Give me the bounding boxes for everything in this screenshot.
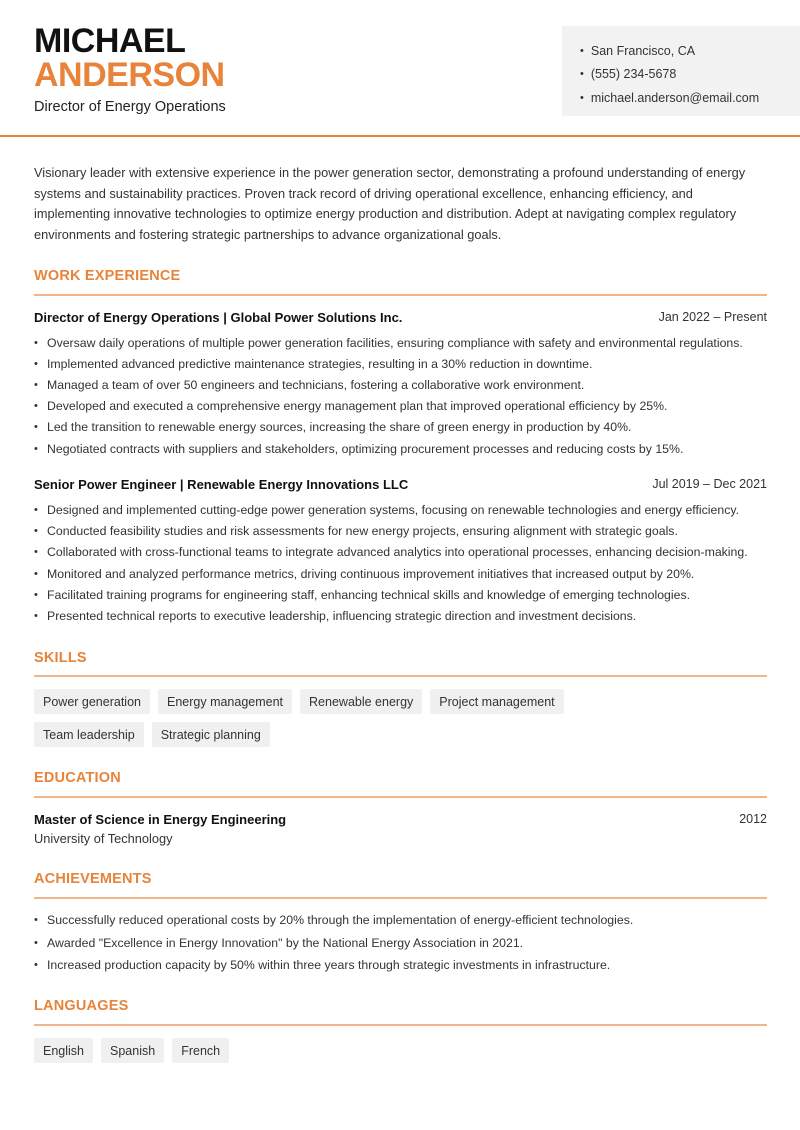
list-item: • Awarded "Excellence in Energy Innovation" by the National Energy Association in 2021. bbox=[34, 935, 524, 950]
achievements-list bbox=[34, 909, 774, 977]
section-title-skills: SKILLS bbox=[34, 650, 87, 666]
language-tag: English bbox=[34, 1038, 93, 1063]
section-divider bbox=[34, 675, 767, 677]
contact-phone: • (555) 234-5678 bbox=[580, 67, 677, 82]
list-item: • Managed a team of over 50 engineers and technicians, fostering a collaborative work environment. bbox=[34, 377, 585, 392]
bullet-icon: • bbox=[580, 68, 584, 81]
job-dates: Jan 2022 – Present bbox=[658, 310, 767, 324]
bullet-icon: • bbox=[34, 959, 38, 972]
job-header bbox=[34, 310, 767, 325]
bullet-icon: • bbox=[34, 357, 38, 370]
job-bullets bbox=[34, 499, 774, 627]
bullet-icon: • bbox=[34, 610, 38, 623]
bullet-icon: • bbox=[34, 914, 38, 927]
list-item: • Developed and executed a comprehensive energy management plan that improved operational efficiency by 25%. bbox=[34, 399, 668, 414]
list-item: • Negotiated contracts with suppliers and stakeholders, optimizing procurement processes and reducing costs by 15%. bbox=[34, 441, 684, 456]
job-bullets bbox=[34, 332, 774, 459]
contact-location: • San Francisco, CA bbox=[580, 43, 696, 58]
skill-tag: Team leadership bbox=[34, 722, 144, 747]
bullet-icon: • bbox=[34, 567, 38, 580]
resume-header bbox=[0, 0, 800, 137]
bullet-icon: • bbox=[34, 588, 38, 601]
skill-tag: Power generation bbox=[34, 689, 150, 714]
section-title-languages: LANGUAGES bbox=[34, 998, 129, 1014]
section-divider bbox=[34, 796, 767, 798]
list-item: • Oversaw daily operations of multiple power generation facilities, ensuring compliance with safety and environmental regulations. bbox=[34, 335, 743, 350]
job-dates: Jul 2019 – Dec 2021 bbox=[652, 477, 767, 491]
language-tag: Spanish bbox=[101, 1038, 164, 1063]
job-header bbox=[34, 477, 767, 492]
job-title: Director of Energy Operations bbox=[34, 99, 226, 115]
bullet-icon: • bbox=[580, 44, 584, 57]
degree-title: Master of Science in Energy Engineering bbox=[34, 812, 287, 827]
list-item: • Increased production capacity by 50% within three years through strategic investments in infrastructure. bbox=[34, 958, 611, 973]
bullet-icon: • bbox=[34, 546, 38, 559]
bullet-icon: • bbox=[34, 336, 38, 349]
job-role: Director of Energy Operations | Global Power Solutions Inc. bbox=[34, 310, 403, 325]
bullet-icon: • bbox=[34, 503, 38, 516]
language-tag: French bbox=[172, 1038, 229, 1063]
list-item: • Presented technical reports to executive leadership, influencing strategic direction and investment decisions. bbox=[34, 609, 637, 624]
education-header bbox=[34, 812, 767, 827]
skill-tag: Renewable energy bbox=[300, 689, 422, 714]
contact-box bbox=[562, 26, 800, 116]
bullet-icon: • bbox=[34, 378, 38, 391]
bullet-icon: • bbox=[580, 91, 584, 104]
list-item: • Designed and implemented cutting-edge power generation systems, focusing on renewable technologies and energy efficiency. bbox=[34, 502, 740, 517]
bullet-icon: • bbox=[34, 524, 38, 537]
section-divider bbox=[34, 1024, 767, 1026]
last-name: ANDERSON bbox=[34, 56, 225, 94]
list-item: • Collaborated with cross-functional teams to integrate advanced analytics into operational processes, enhancing decision-making. bbox=[34, 545, 748, 560]
bullet-icon: • bbox=[34, 400, 38, 413]
bullet-icon: • bbox=[34, 442, 38, 455]
list-item: • Monitored and analyzed performance metrics, driving continuous improvement initiatives that increased output by 20%. bbox=[34, 566, 695, 581]
list-item: • Conducted feasibility studies and risk assessments for new energy projects, ensuring alignment with strategic goals. bbox=[34, 523, 678, 538]
first-name: MICHAEL bbox=[34, 22, 186, 60]
section-title-education: EDUCATION bbox=[34, 770, 121, 786]
section-divider bbox=[34, 897, 767, 899]
bullet-icon: • bbox=[34, 421, 38, 434]
list-item: • Successfully reduced operational costs by 20% through the implementation of energy-efficient technologies. bbox=[34, 913, 634, 928]
summary-paragraph: Visionary leader with extensive experience in the power generation sector, demonstrating a profound understanding of energy systems and sustainability practices. Proven track record of driving operational excellence, enhancing efficiency, and implementing innovative technologies to optimize energy production and distribution. Adept at navigating complex regulatory environments and fostering strategic partnerships to advance organizational goals. bbox=[34, 165, 746, 243]
list-item: • Implemented advanced predictive maintenance strategies, resulting in a 30% reduction in downtime. bbox=[34, 356, 593, 371]
candidate-name bbox=[34, 24, 225, 92]
job-role: Senior Power Engineer | Renewable Energy Innovations LLC bbox=[34, 477, 409, 492]
school-name: University of Technology bbox=[34, 831, 173, 846]
languages-list bbox=[34, 1038, 774, 1063]
skill-tag: Strategic planning bbox=[152, 722, 270, 747]
skill-tag: Project management bbox=[430, 689, 563, 714]
list-item: • Facilitated training programs for engineering staff, enhancing technical skills and knowledge of emerging technologies. bbox=[34, 587, 691, 602]
skills-list bbox=[34, 689, 674, 747]
section-divider bbox=[34, 294, 767, 296]
section-title-achievements: ACHIEVEMENTS bbox=[34, 871, 152, 887]
skill-tag: Energy management bbox=[158, 689, 292, 714]
graduation-year: 2012 bbox=[739, 812, 767, 826]
bullet-icon: • bbox=[34, 936, 38, 949]
section-title-work: WORK EXPERIENCE bbox=[34, 268, 181, 284]
list-item: • Led the transition to renewable energy sources, increasing the share of green energy in production by 40%. bbox=[34, 420, 632, 435]
contact-email[interactable]: • michael.anderson@email.com bbox=[580, 90, 760, 105]
